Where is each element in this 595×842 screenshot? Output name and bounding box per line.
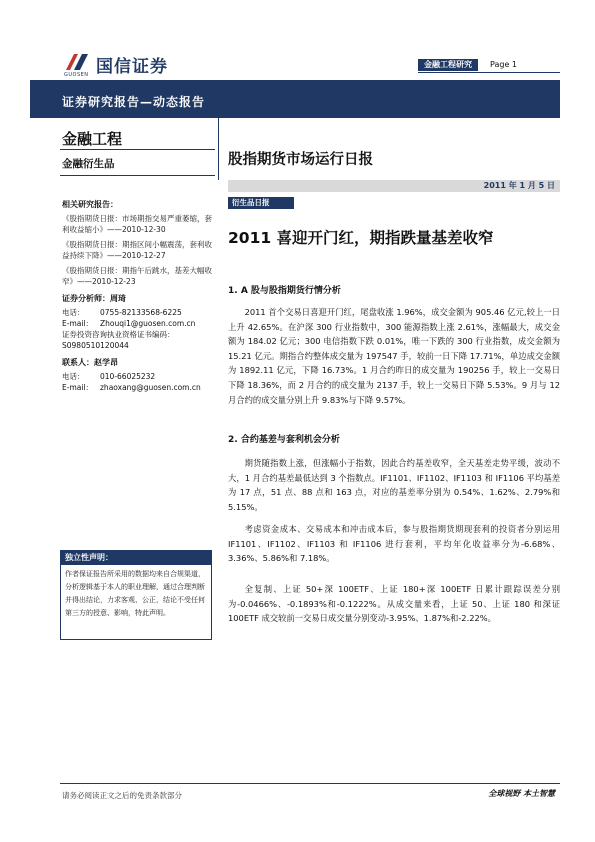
- email-value[interactable]: Zhouqi1@guosen.com.cn: [100, 319, 196, 328]
- analyst-phone: [62, 307, 214, 318]
- contact-email: [62, 382, 214, 393]
- email-label: E-mail：: [62, 383, 94, 392]
- section-heading-1: 1. A 股与股指期货行情分析: [228, 286, 341, 296]
- phone-value: 010-66025232: [100, 372, 156, 381]
- category-title: 金融工程: [62, 130, 123, 148]
- analyst-certificate: 证券投资咨询执业资格证书编码：S0980510120044: [62, 330, 175, 350]
- email-label: E-mail：: [62, 319, 94, 328]
- report-type-title: 证券研究报告—动态报告: [62, 95, 206, 109]
- guosen-logo: [64, 50, 184, 76]
- header-category-tag: 金融工程研究: [418, 59, 478, 71]
- footer-disclaimer-note: 请务必阅读正文之后的免责条款部分: [62, 791, 182, 800]
- independence-disclaimer: [60, 550, 212, 640]
- analyst-email: [62, 318, 214, 329]
- disclaimer-text: 作者保证报告所采用的数据均来自合规渠道，分析逻辑基于本人的职业理解，通过合理判断并得出结论，力求客观、公正，结论不受任何第三方的授意、影响，特此声明。: [65, 570, 205, 617]
- analyst-name: 证券分析师：周琦: [62, 294, 126, 303]
- page-number: Page 1: [490, 60, 517, 69]
- related-report-item[interactable]: 《股指期货日报：期指午后跳水，基差大幅收窄》——2010-12-23: [62, 266, 212, 286]
- contact-phone: [62, 371, 214, 382]
- paragraph-arbitrage-analysis: 考虑资金成本、交易成本和冲击成本后，参与股指期货期现套利的投资者分别运用 IF1101、IF1102、IF1103 和 IF1106 进行套利，平均年化收益率分为-6.68%、3.36%、5.86%和 7.18%。: [228, 524, 560, 564]
- phone-label: 电话：: [62, 372, 85, 381]
- related-reports-heading: 相关研究报告：: [62, 200, 118, 209]
- header-divider: [418, 72, 560, 73]
- paragraph-market-analysis: 2011 首个交易日喜迎开门红，尾盘收涨 1.96%，成交金额为 905.46 亿元,较上一日上升 42.65%。在沪深 300 行业指数中，300 能源指数上涨 2.61%，涨幅最大，成交金额为 184.02 亿元；300 电信指数下跌 0.01%，唯一下跌的 300 行业指数，成交金额为 15.21 亿元。期指合约整体成交量为 197547 手，较前一日下降 17.71%，单边成交金额为 1892.11 亿元，下降 16.73%。1 月合约昨日的成交量为 190256 手，较上一交易日下降 18.36%，而 2 月合约的成交量为 2137 手，较上一交易日下降 5.53%。9 月与 12 月合约的成交量分别上升 9.83%与下降 9.57%。: [228, 307, 560, 405]
- sidebar: [62, 199, 214, 393]
- section-tag: 衍生品日报: [228, 197, 294, 209]
- phone-label: 电话：: [62, 308, 85, 317]
- category-divider: [60, 149, 215, 150]
- contact-name: 联系人：赵学昂: [62, 358, 118, 367]
- guosen-logo-mark-icon: [64, 50, 90, 72]
- paragraph-etf-tracking: 全复制、上证 50+深 100ETF、上证 180+深 100ETF 日累计跟踪误差分别为-0.0466%、-0.1893%和-0.1222%。从成交量来看，上证 50、上证 180 和深证 100ETF 成交较前一交易日成交量分别变动-3.95%、1.87%和-2.22%。: [228, 584, 560, 624]
- header-vertical-divider: [218, 118, 219, 180]
- logo-subtext: GUOSEN: [64, 72, 89, 78]
- related-report-item[interactable]: 《股指期货日报：市场期指交易严重萎缩，套利收益缩小》——2010-12-30: [62, 214, 212, 234]
- disclaimer-heading: 独立性声明：: [61, 551, 211, 565]
- related-report-item[interactable]: 《股指期货日报：期指区间小幅震荡，套利收益持续下降》——2010-12-27: [62, 240, 212, 260]
- logo-text: 国信证券: [96, 57, 168, 77]
- footer-slogan: 全球视野 本土智慧: [488, 789, 555, 798]
- email-value[interactable]: zhaoxang@guosen.com.cn: [100, 383, 201, 392]
- report-title: 股指期货市场运行日报: [228, 152, 373, 168]
- paragraph-basis-analysis: 期货随指数上涨，但涨幅小于指数，因此合约基差收窄，全天基差走势平缓，波动不大，1 月合约基差最低达到 3 个指数点。IF1101、IF1102、IF1103 和 IF1106 平均基差为 17 点，51 点、88 点和 163 点，对应的基差率分别为 0.54%、1.62%、2.79%和 5.15%。: [228, 458, 560, 512]
- subcategory-divider: [60, 175, 215, 176]
- phone-value: 0755-82133568-6225: [100, 308, 182, 317]
- footer-divider: [60, 783, 560, 784]
- section-heading-2: 2. 合约基差与套利机会分析: [228, 435, 340, 445]
- report-date: 2011 年 1 月 5 日: [483, 181, 555, 190]
- subcategory-title: 金融衍生品: [62, 158, 115, 170]
- article-title: 2011 喜迎开门红，期指跌量基差收窄: [228, 229, 494, 247]
